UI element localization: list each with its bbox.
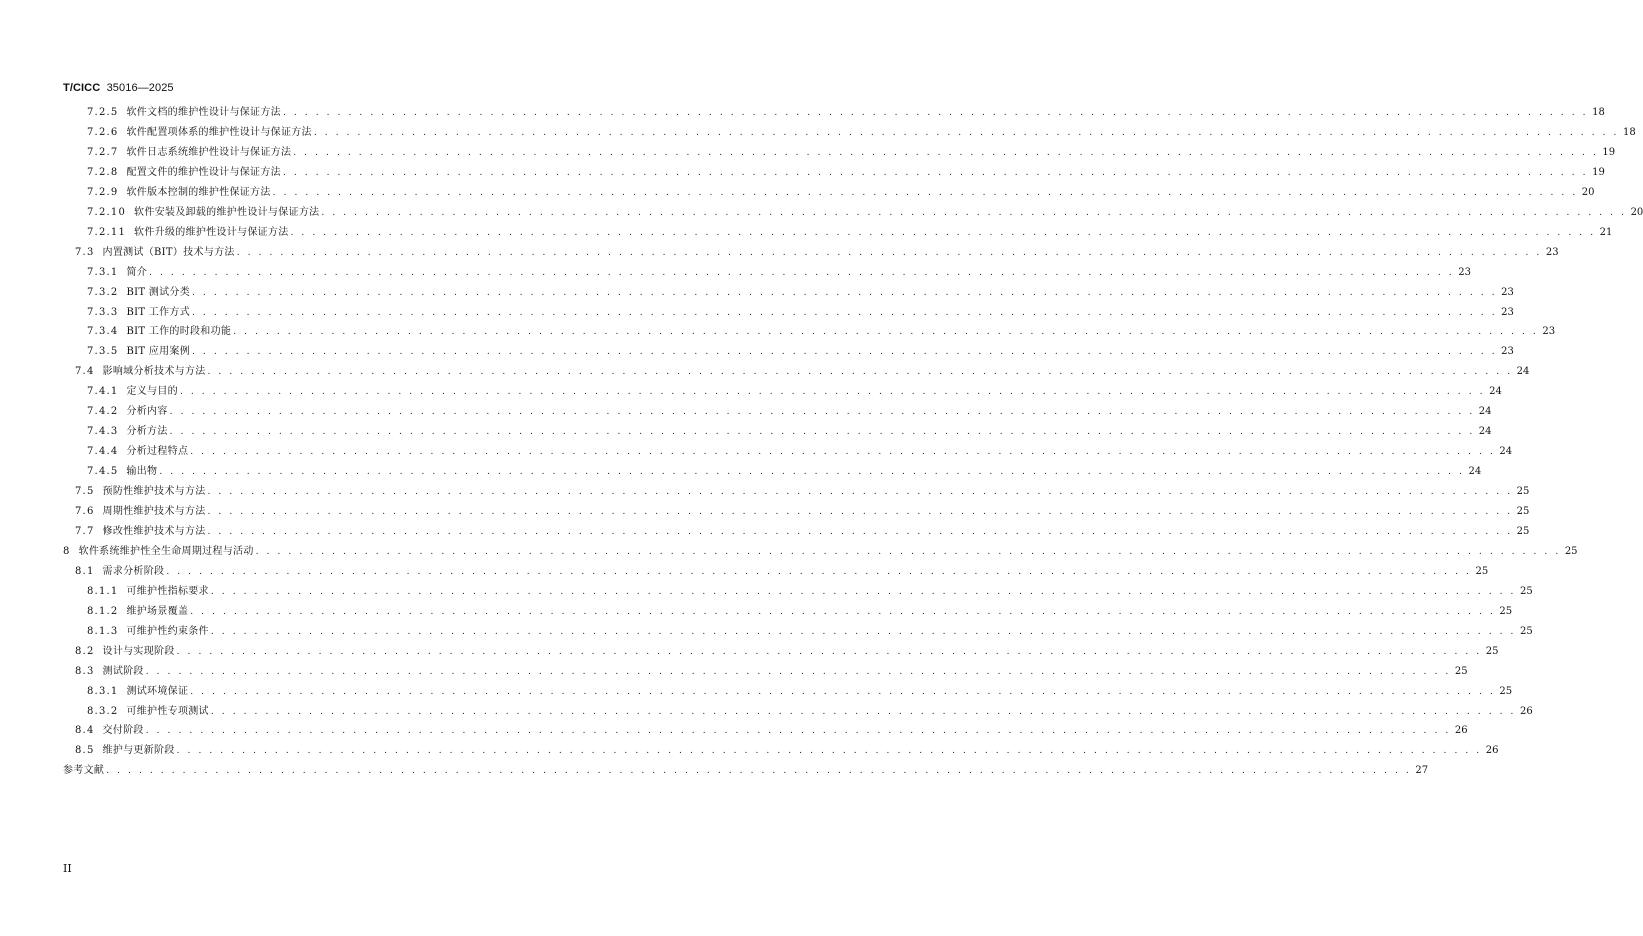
toc-entry-title: 维护场景覆盖 — [126, 605, 189, 617]
toc-entry-page: 19 — [1602, 146, 1616, 158]
toc-entry[interactable] — [87, 405, 1492, 419]
toc-entry-page: 24 — [1499, 446, 1513, 458]
toc-entry[interactable] — [87, 325, 1556, 339]
toc-entry-page: 23 — [1458, 266, 1471, 278]
toc-entry-page: 24 — [1516, 366, 1530, 378]
toc-entry-title: 测试环境保证 — [126, 685, 189, 697]
toc-entry-page: 25 — [1520, 625, 1533, 637]
toc-entry-number: 8.4 — [75, 725, 95, 737]
toc-entry-page: 18 — [1592, 107, 1605, 118]
toc-entry[interactable] — [75, 525, 1530, 539]
toc-entry[interactable] — [87, 126, 1636, 140]
toc-dot-leader: . . . . . . . . . . . . . . . . . . . . . . . . . . . . . . . . . . . . . . . . . . . . . . . . . . . . . . . . . . . . . . . . . . . . . . . . . . . . . . . . . . . . . . . . . . . . . . . . . . . . . . . . . . . . . . . . . . . . . . . . — [210, 626, 1516, 637]
toc-entry-page: 23 — [1501, 306, 1514, 318]
toc-dot-leader: . . . . . . . . . . . . . . . . . . . . . . . . . . . . . . . . . . . . . . . . . . . . . . . . . . . . . . . . . . . . . . . . . . . . . . . . . . . . . . . . . . . . . . . . . . . . . . . . . . . . . . . . . . . . . . . . . . . . . . . . — [290, 227, 1596, 238]
toc-entry-number: 7.7 — [75, 525, 95, 537]
toc-entry[interactable] — [87, 266, 1471, 280]
toc-entry-title: 软件升级的维护性设计与保证方法 — [134, 226, 289, 238]
toc-entry-page: 25 — [1564, 545, 1578, 557]
toc-entry-number: 8.3.2 — [87, 705, 119, 717]
toc-entry-title: 软件系统维护性全生命周期过程与活动 — [78, 545, 254, 557]
toc-entry-page: 20 — [1630, 206, 1643, 218]
toc-entry[interactable] — [75, 485, 1530, 499]
toc-entry-page: 20 — [1581, 186, 1595, 198]
toc-entry-number: 7.4.4 — [87, 446, 119, 458]
toc-entry[interactable] — [87, 385, 1502, 399]
toc-dot-leader: . . . . . . . . . . . . . . . . . . . . . . . . . . . . . . . . . . . . . . . . . . . . . . . . . . . . . . . . . . . . . . . . . . . . . . . . . . . . . . . . . . . . . . . . . . . . . . . . . . . . . . . . . . . . . . . . . . . . . . . . — [149, 267, 1455, 278]
toc-entry-page: 24 — [1489, 386, 1502, 398]
toc-entry-number: 7.2.10 — [87, 206, 127, 218]
toc-entry-title: 交付阶段 — [102, 725, 144, 737]
toc-entry-page: 23 — [1501, 346, 1514, 358]
toc-dot-leader: . . . . . . . . . . . . . . . . . . . . . . . . . . . . . . . . . . . . . . . . . . . . . . . . . . . . . . . . . . . . . . . . . . . . . . . . . . . . . . . . . . . . . . . . . . . . . . . . . . . . . . . . . . . . . . . . . . . . . . . . — [106, 766, 1412, 777]
toc-entry-number: 7.3.1 — [87, 266, 119, 278]
document-header — [63, 82, 174, 94]
toc-entry[interactable] — [75, 665, 1468, 679]
toc-entry-title: 测试阶段 — [102, 665, 144, 677]
toc-entry[interactable] — [87, 445, 1513, 459]
toc-entry-title: 维护与更新阶段 — [102, 745, 175, 757]
toc-dot-leader: . . . . . . . . . . . . . . . . . . . . . . . . . . . . . . . . . . . . . . . . . . . . . . . . . . . . . . . . . . . . . . . . . . . . . . . . . . . . . . . . . . . . . . . . . . . . . . . . . . . . . . . . . . . . . . . . . . . . . . . . — [272, 187, 1578, 198]
toc-entry-page: 26 — [1454, 725, 1468, 737]
toc-entry-title: 分析内容 — [126, 406, 168, 418]
toc-entry-title: 简介 — [126, 266, 148, 278]
toc-entry-number: 7.3 — [75, 246, 95, 258]
toc-dot-leader: . . . . . . . . . . . . . . . . . . . . . . . . . . . . . . . . . . . . . . . . . . . . . . . . . . . . . . . . . . . . . . . . . . . . . . . . . . . . . . . . . . . . . . . . . . . . . . . . . . . . . . . . . . . . . . . . . . . . . . . . — [210, 706, 1516, 717]
toc-entry-page: 25 — [1516, 525, 1530, 537]
toc-entry-title: 软件日志系统维护性设计与保证方法 — [126, 146, 292, 158]
toc-entry-number: 8.1.1 — [87, 585, 119, 597]
page-number: II — [63, 862, 72, 875]
toc-entry[interactable] — [63, 545, 1578, 559]
toc-entry-page: 26 — [1485, 745, 1499, 757]
toc-dot-leader: . . . . . . . . . . . . . . . . . . . . . . . . . . . . . . . . . . . . . . . . . . . . . . . . . . . . . . . . . . . . . . . . . . . . . . . . . . . . . . . . . . . . . . . . . . . . . . . . . . . . . . . . . . . . . . . . . . . . . . . . — [192, 307, 1498, 318]
toc-entry-number: 7.6 — [75, 506, 95, 517]
toc-entry-number: 7.4.5 — [87, 466, 119, 478]
toc-entry-page: 25 — [1516, 486, 1530, 498]
toc-entry-page: 18 — [1623, 126, 1636, 138]
toc-entry-number: 8 — [63, 545, 71, 557]
toc-entry-number: 7.4.3 — [87, 426, 119, 438]
toc-entry-title: 设计与实现阶段 — [102, 645, 175, 657]
toc-dot-leader: . . . . . . . . . . . . . . . . . . . . . . . . . . . . . . . . . . . . . . . . . . . . . . . . . . . . . . . . . . . . . . . . . . . . . . . . . . . . . . . . . . . . . . . . . . . . . . . . . . . . . . . . . . . . . . . . . . . . . . . . — [169, 427, 1475, 438]
toc-entry-title: 可维护性指标要求 — [126, 585, 209, 597]
toc-dot-leader: . . . . . . . . . . . . . . . . . . . . . . . . . . . . . . . . . . . . . . . . . . . . . . . . . . . . . . . . . . . . . . . . . . . . . . . . . . . . . . . . . . . . . . . . . . . . . . . . . . . . . . . . . . . . . . . . . . . . . . . . — [179, 387, 1486, 398]
toc-entry-number: 8.2 — [75, 645, 95, 657]
toc-entry-title: 软件文档的维护性设计与保证方法 — [126, 107, 281, 118]
toc-dot-leader: . . . . . . . . . . . . . . . . . . . . . . . . . . . . . . . . . . . . . . . . . . . . . . . . . . . . . . . . . . . . . . . . . . . . . . . . . . . . . . . . . . . . . . . . . . . . . . . . . . . . . . . . . . . . . . . . . . . . . . . . — [236, 247, 1542, 258]
toc-entry-title: 内置测试（BIT）技术与方法 — [102, 246, 235, 258]
toc-entry-number: 8.1.2 — [87, 605, 119, 617]
toc-entry-title: 影响域分析技术与方法 — [102, 366, 206, 378]
toc-entry[interactable] — [75, 565, 1489, 579]
toc-entry-title: 参考文献 — [63, 765, 105, 777]
toc-entry[interactable] — [87, 425, 1492, 439]
toc-entry-page: 25 — [1475, 565, 1489, 577]
toc-entry[interactable] — [75, 365, 1530, 379]
toc-entry[interactable] — [87, 166, 1605, 180]
toc-entry-number: 8.1 — [75, 565, 95, 577]
toc-entry-title: 周期性维护技术与方法 — [102, 506, 206, 517]
toc-dot-leader: . . . . . . . . . . . . . . . . . . . . . . . . . . . . . . . . . . . . . . . . . . . . . . . . . . . . . . . . . . . . . . . . . . . . . . . . . . . . . . . . . . . . . . . . . . . . . . . . . . . . . . . . . . . . . . . . . . . . . . . . — [176, 646, 1482, 657]
toc-dot-leader: . . . . . . . . . . . . . . . . . . . . . . . . . . . . . . . . . . . . . . . . . . . . . . . . . . . . . . . . . . . . . . . . . . . . . . . . . . . . . . . . . . . . . . . . . . . . . . . . . . . . . . . . . . . . . . . . . . . . . . . . — [166, 566, 1472, 577]
toc-entry-page: 25 — [1520, 585, 1533, 597]
toc-entry-number: 7.2.6 — [87, 126, 119, 138]
toc-entry[interactable] — [87, 306, 1514, 320]
toc-entry-number: 7.2.9 — [87, 186, 119, 198]
toc-entry-title: 分析方法 — [126, 426, 168, 438]
toc-entry-number: 8.3 — [75, 665, 95, 677]
toc-entry-title: 软件安装及卸载的维护性设计与保证方法 — [134, 206, 320, 218]
toc-dot-leader: . . . . . . . . . . . . . . . . . . . . . . . . . . . . . . . . . . . . . . . . . . . . . . . . . . . . . . . . . . . . . . . . . . . . . . . . . . . . . . . . . . . . . . . . . . . . . . . . . . . . . . . . . . . . . . . . . . . . . . . . — [207, 367, 1513, 378]
toc-entry[interactable] — [75, 724, 1468, 738]
toc-dot-leader: . . . . . . . . . . . . . . . . . . . . . . . . . . . . . . . . . . . . . . . . . . . . . . . . . . . . . . . . . . . . . . . . . . . . . . . . . . . . . . . . . . . . . . . . . . . . . . . . . . . . . . . . . . . . . . . . . . . . . . . . — [192, 347, 1498, 358]
toc-entry-number: 8.3.1 — [87, 685, 119, 697]
toc-entry[interactable] — [87, 705, 1533, 719]
toc-entry[interactable] — [87, 106, 1605, 120]
toc-entry[interactable] — [87, 685, 1513, 699]
toc-entry-number: 7.4.2 — [87, 406, 119, 418]
toc-dot-leader: . . . . . . . . . . . . . . . . . . . . . . . . . . . . . . . . . . . . . . . . . . . . . . . . . . . . . . . . . . . . . . . . . . . . . . . . . . . . . . . . . . . . . . . . . . . . . . . . . . . . . . . . . . . . . . . . . . . . . . . . — [313, 127, 1619, 138]
standard-org: T/CICC — [63, 82, 101, 94]
toc-entry-page: 25 — [1499, 685, 1513, 697]
toc-entry[interactable] — [87, 286, 1514, 300]
toc-dot-leader: . . . . . . . . . . . . . . . . . . . . . . . . . . . . . . . . . . . . . . . . . . . . . . . . . . . . . . . . . . . . . . . . . . . . . . . . . . . . . . . . . . . . . . . . . . . . . . . . . . . . . . . . . . . . . . . . . . . . . . . . — [190, 606, 1496, 617]
toc-entry-number: 7.4.1 — [87, 386, 119, 398]
toc-dot-leader: . . . . . . . . . . . . . . . . . . . . . . . . . . . . . . . . . . . . . . . . . . . . . . . . . . . . . . . . . . . . . . . . . . . . . . . . . . . . . . . . . . . . . . . . . . . . . . . . . . . . . . . . . . . . . . . . . . . . . . . . — [159, 467, 1465, 478]
toc-entry[interactable] — [87, 585, 1533, 599]
toc-entry-number: 7.2.8 — [87, 166, 119, 178]
toc-entry-number: 7.4 — [75, 366, 95, 378]
toc-dot-leader: . . . . . . . . . . . . . . . . . . . . . . . . . . . . . . . . . . . . . . . . . . . . . . . . . . . . . . . . . . . . . . . . . . . . . . . . . . . . . . . . . . . . . . . . . . . . . . . . . . . . . . . . . . . . . . . . . . . . . . . . — [255, 546, 1561, 557]
toc-dot-leader: . . . . . . . . . . . . . . . . . . . . . . . . . . . . . . . . . . . . . . . . . . . . . . . . . . . . . . . . . . . . . . . . . . . . . . . . . . . . . . . . . . . . . . . . . . . . . . . . . . . . . . . . . . . . . . . . . . . . . . . . — [176, 746, 1482, 757]
toc-entry-title: 配置文件的维护性设计与保证方法 — [126, 166, 281, 178]
toc-entry-title: 预防性维护技术与方法 — [102, 486, 206, 498]
toc-dot-leader: . . . . . . . . . . . . . . . . . . . . . . . . . . . . . . . . . . . . . . . . . . . . . . . . . . . . . . . . . . . . . . . . . . . . . . . . . . . . . . . . . . . . . . . . . . . . . . . . . . . . . . . . . . . . . . . . . . . . . . . . — [207, 507, 1513, 517]
toc-entry-title: 可维护性专项测试 — [126, 705, 209, 717]
toc-entry-page: 24 — [1478, 406, 1492, 418]
toc-dot-leader: . . . . . . . . . . . . . . . . . . . . . . . . . . . . . . . . . . . . . . . . . . . . . . . . . . . . . . . . . . . . . . . . . . . . . . . . . . . . . . . . . . . . . . . . . . . . . . . . . . . . . . . . . . . . . . . . . . . . . . . . — [145, 726, 1451, 737]
toc-entry-title: 定义与目的 — [126, 386, 178, 398]
toc-dot-leader: . . . . . . . . . . . . . . . . . . . . . . . . . . . . . . . . . . . . . . . . . . . . . . . . . . . . . . . . . . . . . . . . . . . . . . . . . . . . . . . . . . . . . . . . . . . . . . . . . . . . . . . . . . . . . . . . . . . . . . . . — [190, 686, 1496, 697]
toc-entry[interactable] — [63, 764, 1429, 778]
toc-entry[interactable] — [87, 605, 1513, 619]
toc-entry-title: BIT 测试分类 — [126, 286, 191, 298]
toc-entry[interactable] — [75, 505, 1530, 519]
toc-entry-page: 25 — [1485, 645, 1499, 657]
toc-entry[interactable] — [87, 345, 1514, 359]
toc-entry[interactable] — [75, 246, 1559, 260]
toc-entry-page: 24 — [1478, 426, 1492, 438]
toc-entry-page: 26 — [1520, 705, 1533, 717]
toc-dot-leader: . . . . . . . . . . . . . . . . . . . . . . . . . . . . . . . . . . . . . . . . . . . . . . . . . . . . . . . . . . . . . . . . . . . . . . . . . . . . . . . . . . . . . . . . . . . . . . . . . . . . . . . . . . . . . . . . . . . . . . . . — [282, 167, 1589, 178]
toc-dot-leader: . . . . . . . . . . . . . . . . . . . . . . . . . . . . . . . . . . . . . . . . . . . . . . . . . . . . . . . . . . . . . . . . . . . . . . . . . . . . . . . . . . . . . . . . . . . . . . . . . . . . . . . . . . . . . . . . . . . . . . . . — [190, 447, 1496, 458]
toc-entry[interactable] — [87, 206, 1643, 220]
toc-entry-number: 7.3.3 — [87, 306, 119, 318]
toc-entry-title: 软件配置项体系的维护性设计与保证方法 — [126, 126, 312, 138]
standard-code: 35016—2025 — [106, 82, 174, 94]
toc-entry-page: 25 — [1499, 605, 1513, 617]
toc-dot-leader: . . . . . . . . . . . . . . . . . . . . . . . . . . . . . . . . . . . . . . . . . . . . . . . . . . . . . . . . . . . . . . . . . . . . . . . . . . . . . . . . . . . . . . . . . . . . . . . . . . . . . . . . . . . . . . . . . . . . . . . . — [145, 666, 1451, 677]
toc-entry-page: 24 — [1468, 466, 1482, 478]
toc-dot-leader: . . . . . . . . . . . . . . . . . . . . . . . . . . . . . . . . . . . . . . . . . . . . . . . . . . . . . . . . . . . . . . . . . . . . . . . . . . . . . . . . . . . . . . . . . . . . . . . . . . . . . . . . . . . . . . . . . . . . . . . . — [169, 407, 1475, 418]
toc-entry-title: 修改性维护技术与方法 — [102, 525, 206, 537]
toc-entry-page: 21 — [1599, 226, 1613, 238]
toc-entry-number: 8.1.3 — [87, 625, 119, 637]
toc-dot-leader: . . . . . . . . . . . . . . . . . . . . . . . . . . . . . . . . . . . . . . . . . . . . . . . . . . . . . . . . . . . . . . . . . . . . . . . . . . . . . . . . . . . . . . . . . . . . . . . . . . . . . . . . . . . . . . . . . . . . . . . . — [233, 327, 1539, 338]
toc-entry[interactable] — [87, 146, 1616, 160]
toc-entry-page: 23 — [1545, 246, 1559, 258]
toc-entry-number: 7.3.5 — [87, 346, 119, 358]
toc-entry-number: 7.2.7 — [87, 146, 119, 158]
toc-dot-leader: . . . . . . . . . . . . . . . . . . . . . . . . . . . . . . . . . . . . . . . . . . . . . . . . . . . . . . . . . . . . . . . . . . . . . . . . . . . . . . . . . . . . . . . . . . . . . . . . . . . . . . . . . . . . . . . . . . . . . . . . — [282, 108, 1589, 118]
toc-entry-title: 软件版本控制的维护性保证方法 — [126, 186, 271, 198]
toc-entry[interactable] — [75, 744, 1499, 758]
toc-entry-page: 19 — [1592, 166, 1605, 178]
toc-entry-title: BIT 工作的时段和功能 — [126, 326, 232, 338]
toc-dot-leader: . . . . . . . . . . . . . . . . . . . . . . . . . . . . . . . . . . . . . . . . . . . . . . . . . . . . . . . . . . . . . . . . . . . . . . . . . . . . . . . . . . . . . . . . . . . . . . . . . . . . . . . . . . . . . . . . . . . . . . . . — [293, 147, 1599, 158]
toc-entry[interactable] — [87, 465, 1482, 479]
toc-dot-leader: . . . . . . . . . . . . . . . . . . . . . . . . . . . . . . . . . . . . . . . . . . . . . . . . . . . . . . . . . . . . . . . . . . . . . . . . . . . . . . . . . . . . . . . . . . . . . . . . . . . . . . . . . . . . . . . . . . . . . . . . — [210, 586, 1516, 597]
toc-entry-title: BIT 工作方式 — [126, 306, 191, 318]
toc-entry-page: 23 — [1542, 326, 1556, 338]
toc-entry-title: 可维护性约束条件 — [126, 625, 209, 637]
toc-entry-number: 7.3.4 — [87, 326, 119, 338]
toc-entry-title: BIT 应用案例 — [126, 346, 191, 358]
toc-entry-page: 27 — [1415, 765, 1429, 777]
toc-entry-number: 7.2.5 — [87, 107, 119, 118]
toc-entry-title: 分析过程特点 — [126, 446, 189, 458]
toc-entry-title: 需求分析阶段 — [102, 565, 165, 577]
toc-entry-page: 25 — [1516, 506, 1530, 517]
toc-dot-leader: . . . . . . . . . . . . . . . . . . . . . . . . . . . . . . . . . . . . . . . . . . . . . . . . . . . . . . . . . . . . . . . . . . . . . . . . . . . . . . . . . . . . . . . . . . . . . . . . . . . . . . . . . . . . . . . . . . . . . . . . — [207, 487, 1513, 498]
toc-dot-leader: . . . . . . . . . . . . . . . . . . . . . . . . . . . . . . . . . . . . . . . . . . . . . . . . . . . . . . . . . . . . . . . . . . . . . . . . . . . . . . . . . . . . . . . . . . . . . . . . . . . . . . . . . . . . . . . . . . . . . . . . — [321, 207, 1627, 218]
toc-dot-leader: . . . . . . . . . . . . . . . . . . . . . . . . . . . . . . . . . . . . . . . . . . . . . . . . . . . . . . . . . . . . . . . . . . . . . . . . . . . . . . . . . . . . . . . . . . . . . . . . . . . . . . . . . . . . . . . . . . . . . . . . — [192, 287, 1498, 298]
toc-entry-number: 7.3.2 — [87, 286, 119, 298]
toc-entry-number: 8.5 — [75, 745, 95, 757]
toc-entry-number: 7.2.11 — [87, 226, 127, 238]
toc-entry-page: 23 — [1501, 286, 1514, 298]
toc-entry[interactable] — [87, 226, 1613, 240]
toc-entry[interactable] — [87, 186, 1595, 200]
toc-entry-page: 25 — [1454, 665, 1468, 677]
toc-entry[interactable] — [87, 625, 1533, 639]
toc-dot-leader: . . . . . . . . . . . . . . . . . . . . . . . . . . . . . . . . . . . . . . . . . . . . . . . . . . . . . . . . . . . . . . . . . . . . . . . . . . . . . . . . . . . . . . . . . . . . . . . . . . . . . . . . . . . . . . . . . . . . . . . . — [207, 526, 1513, 537]
toc-entry[interactable] — [75, 645, 1499, 659]
toc-entry-number: 7.5 — [75, 486, 95, 498]
toc-entry-title: 输出物 — [126, 466, 158, 478]
